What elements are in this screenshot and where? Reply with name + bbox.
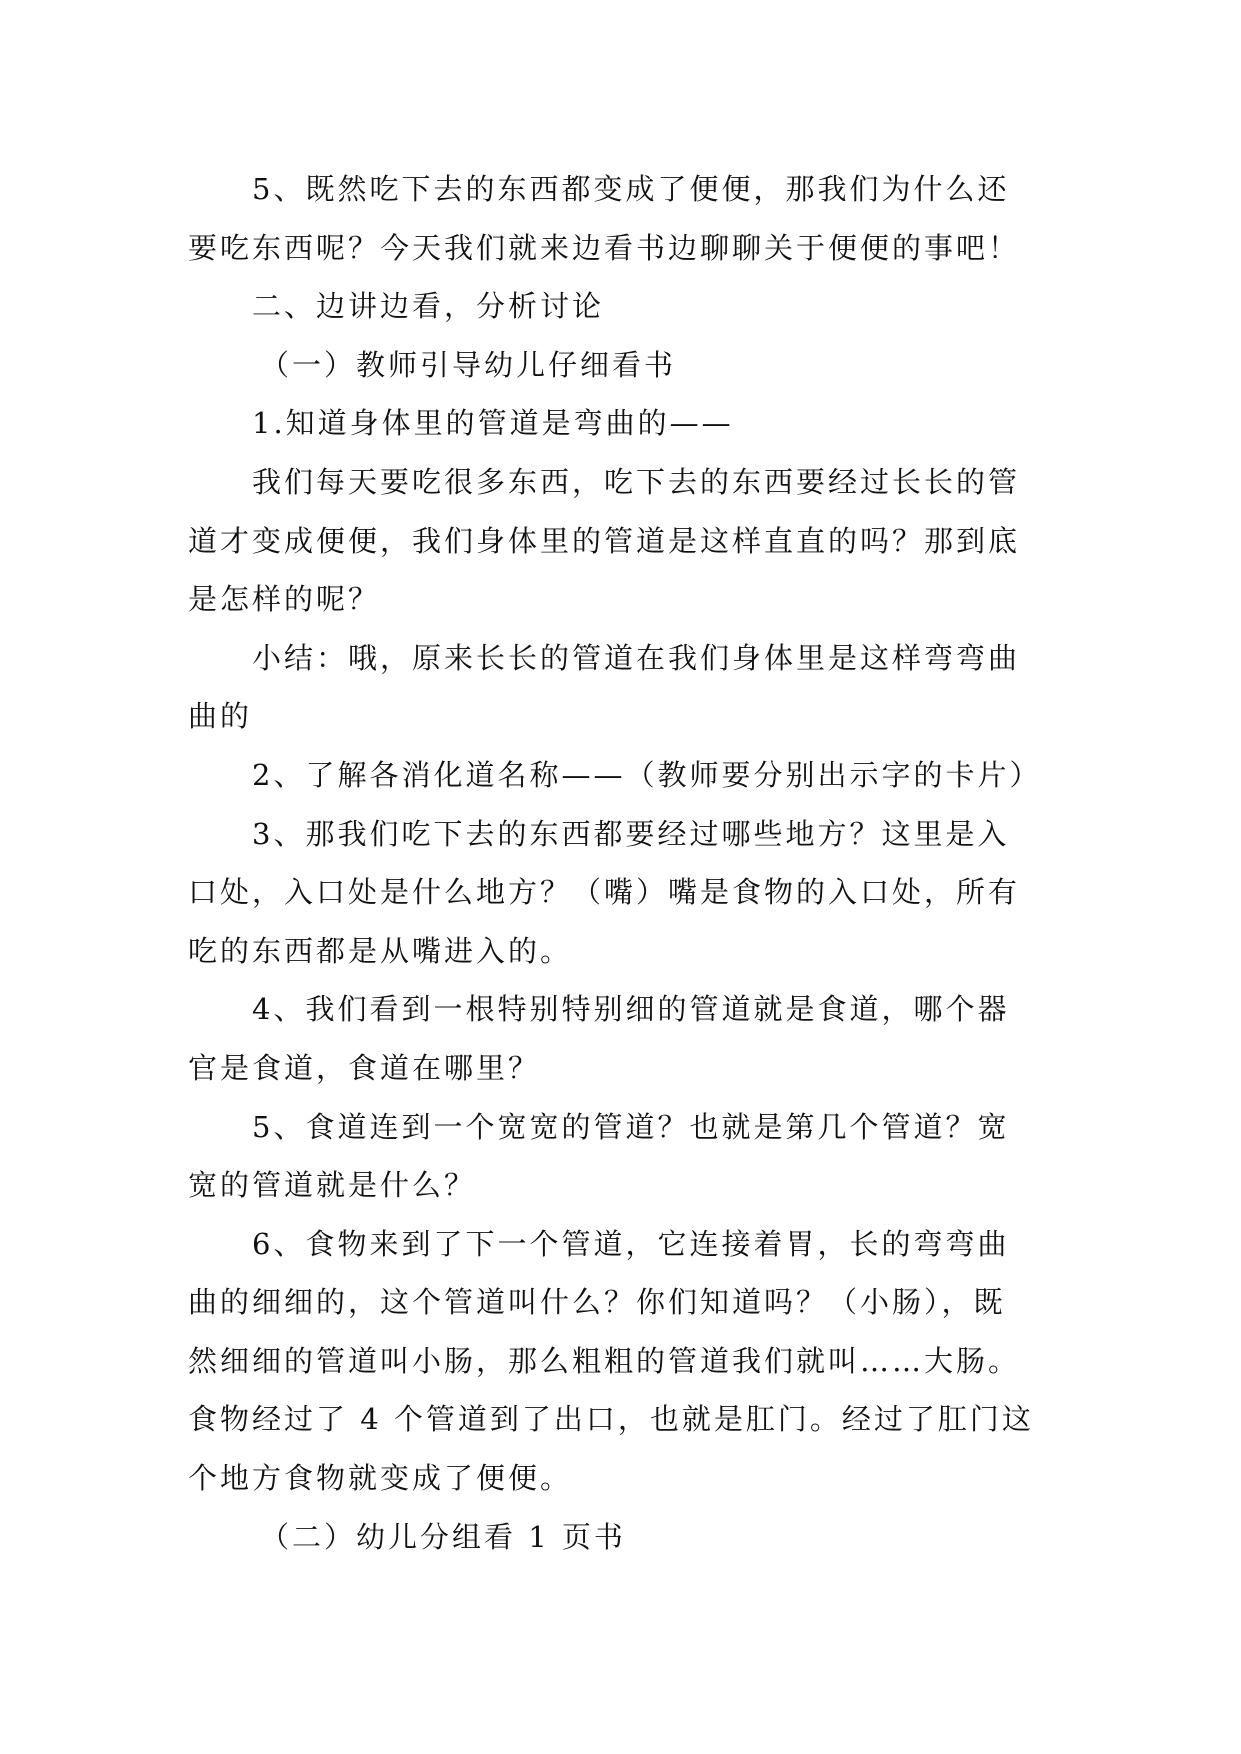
paragraph-line: 官是食道，食道在哪里？ — [188, 1050, 541, 1085]
item-heading: 1.知道身体里的管道是弯曲的—— — [252, 406, 734, 441]
paragraph-line: 食物经过了 4 个管道到了出口，也就是肛门。经过了肛门这 — [188, 1402, 1034, 1437]
paragraph-line: 个地方食物就变成了便便。 — [188, 1461, 573, 1496]
subsection-heading: （二）幼儿分组看 1 页书 — [260, 1519, 626, 1554]
paragraph-line: 口处，入口处是什么地方？（嘴）嘴是食物的入口处，所有 — [188, 875, 1021, 910]
paragraph-line: 曲的细细的，这个管道叫什么？你们知道吗？（小肠），既 — [188, 1285, 1006, 1320]
paragraph-line: 2、了解各消化道名称——（教师要分别出示字的卡片） — [252, 757, 1042, 792]
paragraph-line: 6、食物来到了下一个管道，它连接着胃，长的弯弯曲 — [252, 1226, 1010, 1261]
document-body — [188, 160, 1058, 1566]
paragraph-line: 然细细的管道叫小肠，那么粗粗的管道我们就叫……大肠。 — [188, 1343, 1021, 1378]
paragraph-line: 3、那我们吃下去的东西都要经过哪些地方？这里是入 — [252, 816, 1010, 851]
paragraph-line: 吃的东西都是从嘴进入的。 — [188, 933, 573, 968]
paragraph-line: 4、我们看到一根特别特别细的管道就是食道，哪个器 — [252, 992, 1010, 1027]
paragraph-line: 曲的 — [188, 699, 253, 734]
subsection-heading: （一）教师引导幼儿仔细看书 — [260, 347, 677, 382]
paragraph-line: 5、食道连到一个宽宽的管道？也就是第几个管道？宽 — [252, 1109, 1010, 1144]
paragraph-line: 要吃东西呢？今天我们就来边看书边聊聊关于便便的事吧！ — [188, 230, 1021, 265]
paragraph-line: 是怎样的呢？ — [188, 582, 381, 617]
paragraph-line: 宽的管道就是什么？ — [188, 1168, 477, 1203]
paragraph-line: 道才变成便便，我们身体里的管道是这样直直的吗？那到底 — [188, 523, 1021, 558]
section-heading: 二、边讲边看，分析讨论 — [252, 289, 605, 324]
paragraph-line: 我们每天要吃很多东西，吃下去的东西要经过长长的管 — [252, 464, 1021, 499]
paragraph-line: 5、既然吃下去的东西都变成了便便，那我们为什么还 — [252, 172, 1010, 206]
paragraph-line: 小结：哦，原来长长的管道在我们身体里是这样弯弯曲 — [252, 640, 1021, 675]
